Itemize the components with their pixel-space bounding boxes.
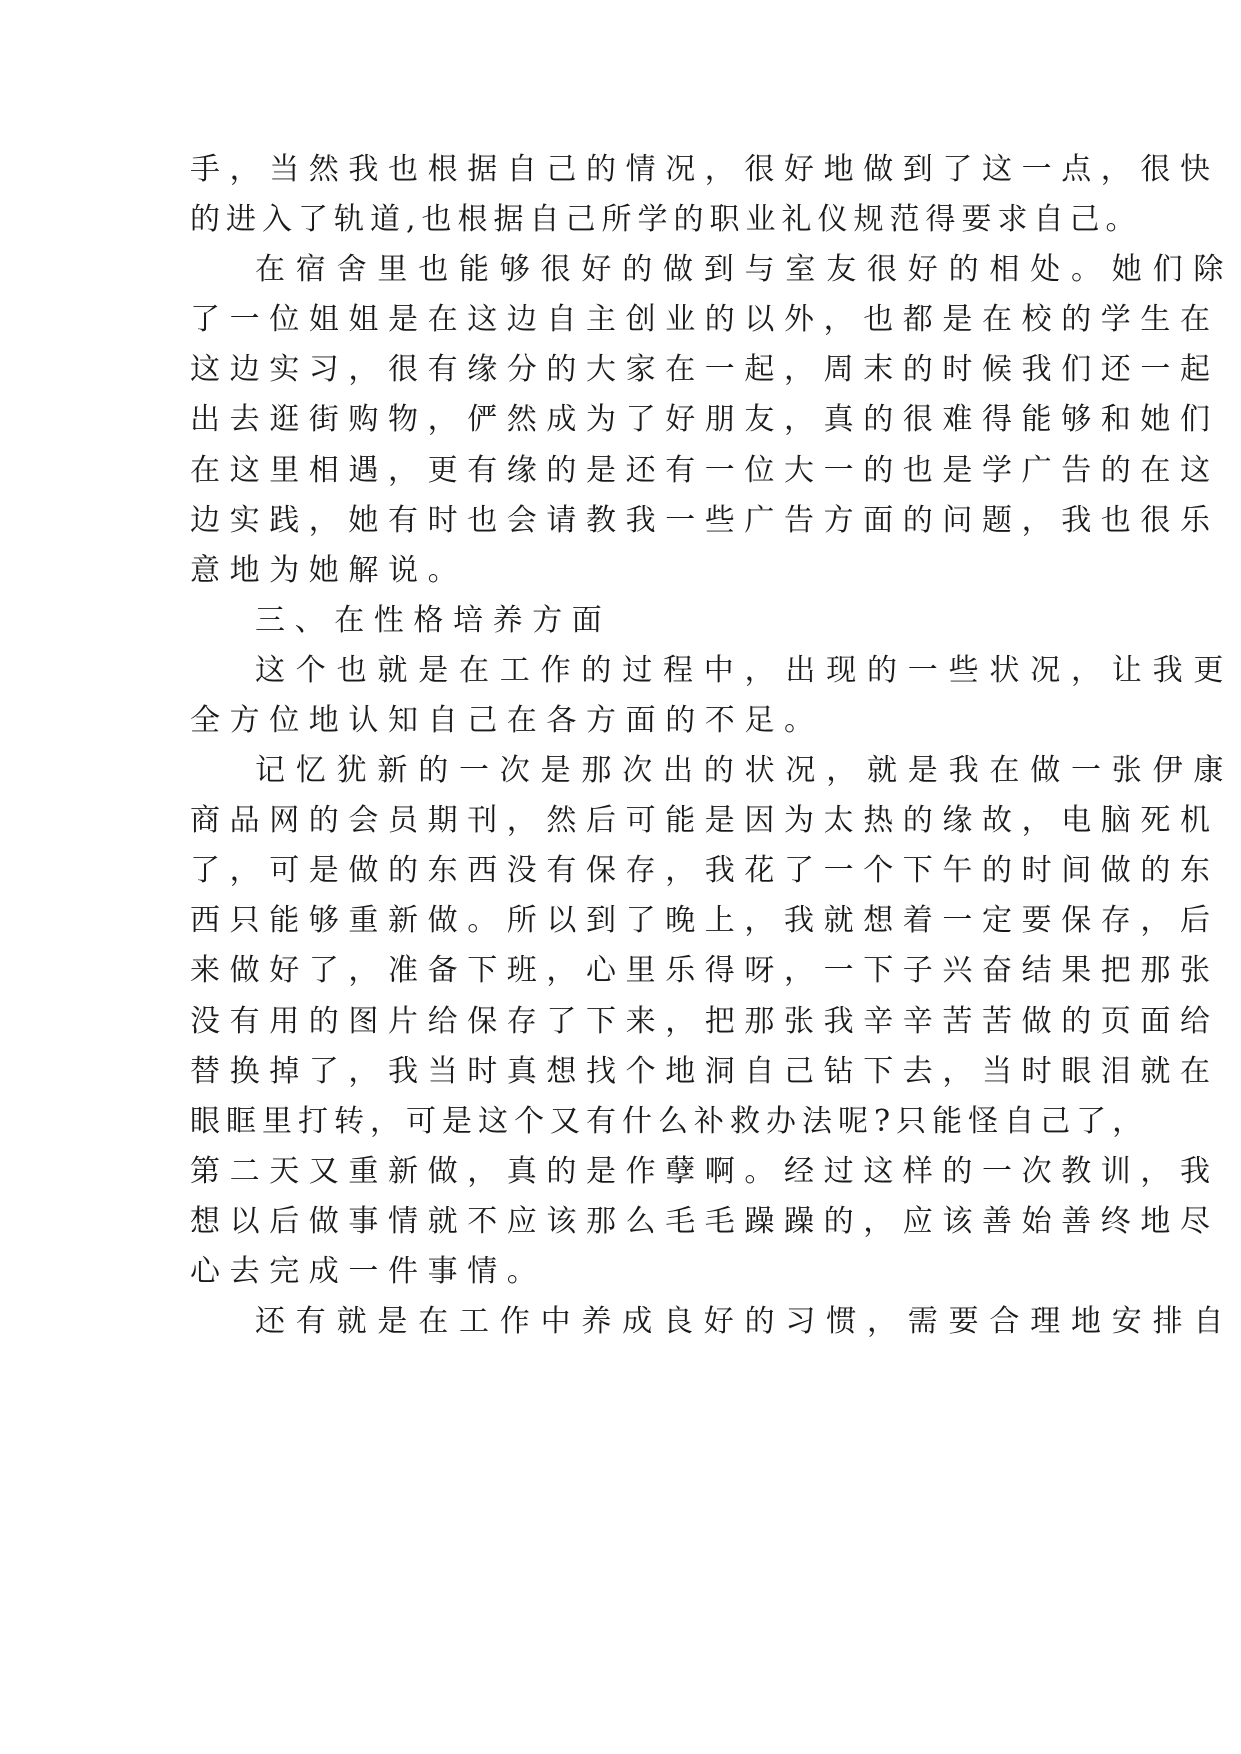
- paragraph-start-line: 记忆犹新的一次是那次出的状况，就是我在做一张伊康: [255, 753, 1235, 788]
- text-line: 想以后做事情就不应该那么毛毛躁躁的，应该善始善终地尽: [190, 1204, 1220, 1239]
- text-line: 在这里相遇，更有缘的是还有一位大一的也是学广告的在这: [190, 453, 1220, 488]
- paragraph-start-line: 还有就是在工作中养成良好的习惯，需要合理地安排自: [255, 1304, 1235, 1339]
- paragraph-start-line: 在宿舍里也能够很好的做到与室友很好的相处。她们除: [255, 252, 1235, 287]
- section-heading: 三、在性格培养方面: [255, 603, 612, 638]
- text-line: 出去逛街购物，俨然成为了好朋友，真的很难得能够和她们: [190, 402, 1220, 437]
- text-line: 没有用的图片给保存了下来，把那张我辛辛苦苦做的页面给: [190, 1004, 1220, 1039]
- text-line: 眼眶里打转，可是这个又有什么补救办法呢?只能怪自己了，: [190, 1104, 1149, 1139]
- text-line: 这边实习，很有缘分的大家在一起，周末的时候我们还一起: [190, 352, 1220, 387]
- text-line: 了一位姐姐是在这边自主创业的以外，也都是在校的学生在: [190, 302, 1220, 337]
- text-line: 意地为她解说。: [190, 553, 468, 588]
- paragraph-start-line: 这个也就是在工作的过程中，出现的一些状况，让我更: [255, 653, 1235, 688]
- text-line: 来做好了，准备下班，心里乐得呀，一下子兴奋结果把那张: [190, 953, 1220, 988]
- text-line: 第二天又重新做，真的是作孽啊。经过这样的一次教训，我: [190, 1154, 1220, 1189]
- text-line: 手，当然我也根据自己的情况，很好地做到了这一点，很快: [190, 152, 1220, 187]
- text-line: 替换掉了，我当时真想找个地洞自己钻下去，当时眼泪就在: [190, 1054, 1220, 1089]
- text-line: 全方位地认知自己在各方面的不足。: [190, 703, 824, 738]
- text-line: 心去完成一件事情。: [190, 1254, 547, 1289]
- text-line: 边实践，她有时也会请教我一些广告方面的问题，我也很乐: [190, 503, 1220, 538]
- text-line: 西只能够重新做。所以到了晚上，我就想着一定要保存，后: [190, 903, 1220, 938]
- text-line: 商品网的会员期刊，然后可能是因为太热的缘故，电脑死机: [190, 803, 1220, 838]
- text-line: 了，可是做的东西没有保存，我花了一个下午的时间做的东: [190, 853, 1220, 888]
- text-line: 的进入了轨道,也根据自己所学的职业礼仪规范得要求自己。: [190, 202, 1142, 237]
